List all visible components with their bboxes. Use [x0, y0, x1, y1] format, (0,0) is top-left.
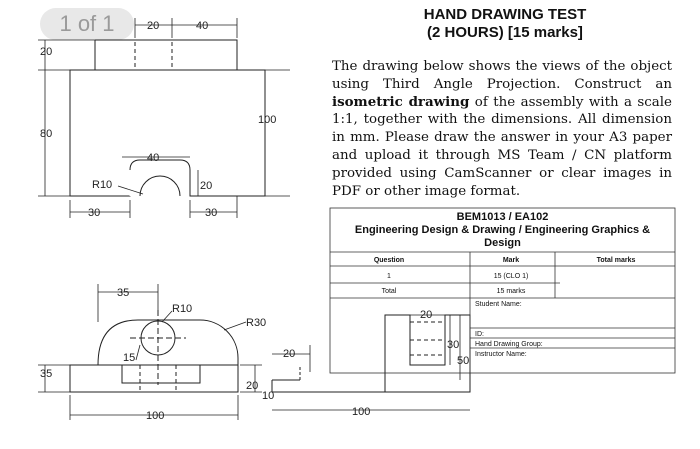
dim-fv-15: 15: [123, 352, 136, 364]
dim-right-100: 100: [258, 114, 277, 126]
instructions-text-1: The drawing below shows the views of the object using Third Angle Projection. Construct an: [332, 59, 672, 92]
col-mark: Mark: [502, 257, 520, 264]
mark-table-grid: [330, 208, 675, 373]
dim-v20: 20: [200, 180, 213, 192]
col-question: Question: [373, 257, 405, 264]
top-view-block: [95, 40, 237, 70]
dim-sv-100: 100: [352, 406, 371, 418]
dim-fv-35-left: 35: [40, 368, 53, 380]
dim-sv-20: 20: [420, 309, 433, 321]
dim-left-20: 20: [40, 46, 53, 58]
dim-bottom-30-right: 30: [205, 207, 218, 219]
course-name-line1: Engineering Design & Drawing / Engineering Graphics &: [354, 224, 651, 236]
dim-fv-35-top: 35: [117, 287, 130, 299]
student-name-label: Student Name:: [475, 301, 522, 308]
top-view-notch: [140, 176, 180, 196]
test-title: HAND DRAWING TEST: [423, 6, 587, 23]
dim-fv-100: 100: [146, 410, 165, 422]
side-view-outline: [272, 315, 470, 392]
test-subtitle: (2 HOURS) [15 marks]: [427, 24, 583, 41]
instructions-text-2: of the assembly with a scale 1:1, together with the dimensions. All dimension in mm. Please draw the answer in your A3 paper and upload it through MS Team / CN platform provided using CamScanner or clear images in PDF or other image format.: [332, 94, 672, 199]
dim-r10: R10: [92, 179, 113, 191]
total-mark: 15 marks: [496, 288, 526, 295]
dim-fv-10: 10: [262, 390, 275, 402]
dim-mid-40: 40: [147, 152, 160, 164]
course-code: BEM1013 / EA102: [456, 211, 549, 223]
dim-top-40: 40: [196, 20, 209, 32]
instructions-bold: isometric drawing: [332, 93, 470, 110]
dim-sv-50: 50: [457, 355, 470, 367]
front-view-outline: [70, 320, 238, 392]
row1-mark: 15 (CLO 1): [493, 273, 529, 280]
dim-fv-20-small: 20: [246, 380, 259, 392]
instructor-label: Instructor Name:: [475, 351, 527, 358]
dim-bottom-30-left: 30: [88, 207, 101, 219]
dim-fv-r30: R30: [246, 317, 267, 329]
group-label: Hand Drawing Group:: [475, 341, 543, 348]
dim-left-80: 80: [40, 128, 53, 140]
id-label: ID:: [475, 331, 484, 338]
dim-sv-30: 30: [447, 339, 460, 351]
dim-top-20: 20: [147, 20, 160, 32]
dim-sv-20-left: 20: [283, 348, 296, 360]
page-indicator: 1 of 1: [40, 8, 134, 40]
course-name-line2: Design: [484, 237, 521, 249]
row1-question: 1: [387, 273, 391, 280]
total-label: Total: [381, 288, 397, 295]
col-total: Total marks: [596, 257, 636, 264]
dim-fv-r10: R10: [172, 303, 193, 315]
